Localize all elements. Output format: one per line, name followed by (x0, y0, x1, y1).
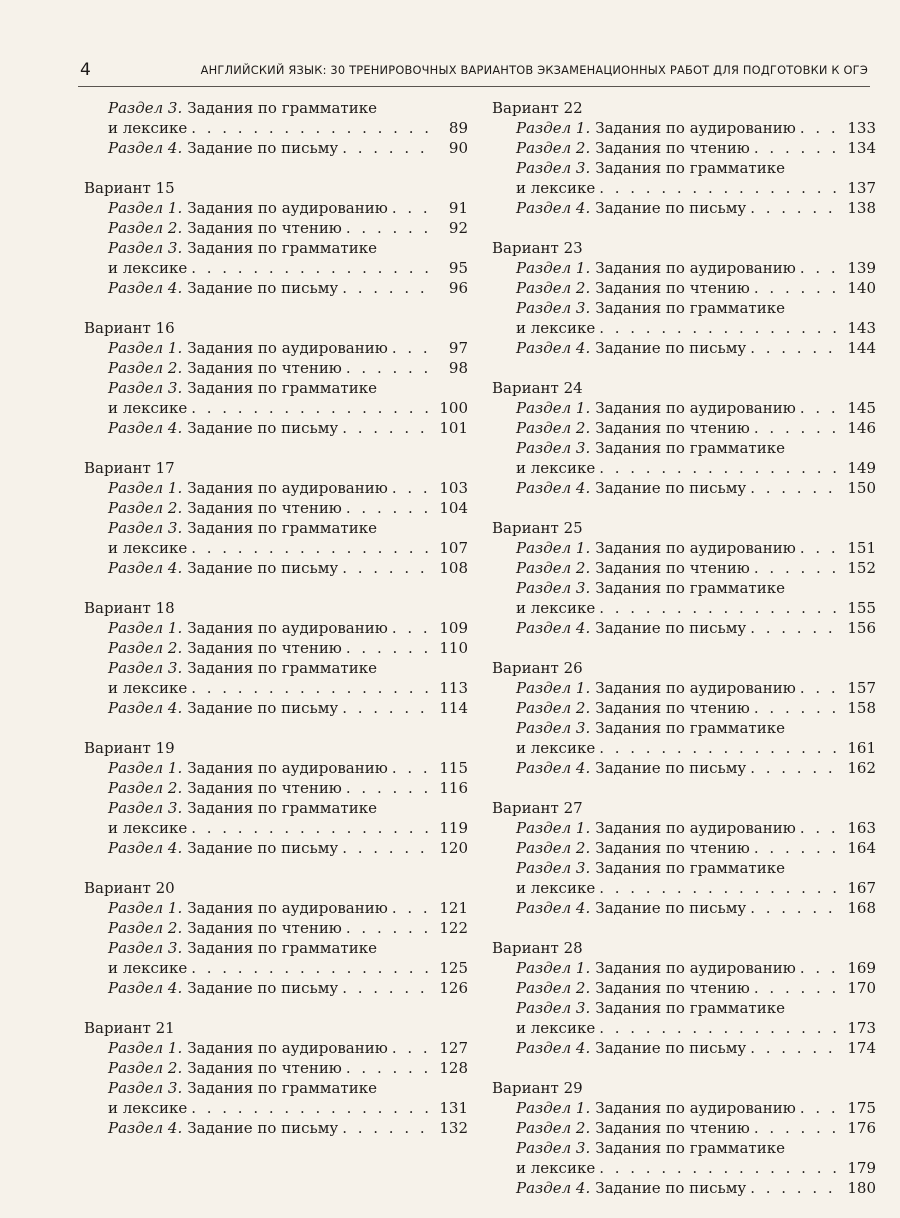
toc-page-number: 150 (847, 479, 876, 497)
toc-entry-s3-title: Раздел 3. Задания по грамматике (108, 799, 377, 817)
toc-entry-s2: Раздел 2. Задания по чтению . . . 146 (492, 418, 876, 438)
toc-entry-s3: и лексике . . . 131 (84, 1098, 468, 1118)
toc-page-number: 89 (448, 119, 468, 137)
toc-entry-s2: Раздел 2. Задания по чтению . . . 92 (84, 218, 468, 238)
variant-title: Вариант 18 (84, 599, 175, 617)
toc-page-number: 173 (847, 1019, 876, 1037)
variant-title: Вариант 29 (492, 1079, 583, 1097)
toc-entry-s2: Раздел 2. Задания по чтению . . . 176 (492, 1118, 876, 1138)
variant-title: Вариант 19 (84, 739, 175, 757)
toc-entry-s2: Раздел 2. Задания по чтению . . . 110 (84, 638, 468, 658)
toc-entry-s3: и лексике . . . 173 (492, 1018, 876, 1038)
toc-variant-19 (84, 738, 468, 858)
toc-entry-s1: Раздел 1. Задания по аудированию . . . 127 (84, 1038, 468, 1058)
page-header (78, 58, 870, 87)
toc-entry-s4: Раздел 4. Задание по письму . . . 144 (492, 338, 876, 358)
toc-entry-s3-title: Раздел 3. Задания по грамматике (516, 579, 785, 597)
toc-entry-s4: Раздел 4. Задание по письму . . . 180 (492, 1178, 876, 1198)
toc-page-number: 167 (847, 879, 876, 897)
toc-entry-s3-title: Раздел 3. Задания по грамматике (516, 1139, 785, 1157)
toc-page-number: 144 (847, 339, 876, 357)
toc-page-number: 175 (847, 1099, 876, 1117)
toc-page-number: 126 (439, 979, 468, 997)
toc-entry-s3: и лексике . . . 125 (84, 958, 468, 978)
toc-page-number: 95 (448, 259, 468, 277)
toc-entry-s1: Раздел 1. Задания по аудированию . . . 109 (84, 618, 468, 638)
toc-page-number: 110 (439, 639, 468, 657)
toc-page-number: 98 (448, 359, 468, 377)
toc-page-number: 121 (439, 899, 468, 917)
toc-entry-s3: и лексике . . . 107 (84, 538, 468, 558)
toc-page-number: 155 (847, 599, 876, 617)
toc-page-number: 169 (847, 959, 876, 977)
variant-title: Вариант 17 (84, 459, 175, 477)
toc-column-left (84, 98, 468, 1158)
toc-variant-27 (492, 798, 876, 918)
toc-entry-s4: Раздел 4. Задание по письму . . . 174 (492, 1038, 876, 1058)
toc-entry-s3-title: Раздел 3. Задания по грамматике (516, 719, 785, 737)
toc-page-number: 108 (439, 559, 468, 577)
toc-entry-s3: и лексике . . . 149 (492, 458, 876, 478)
toc-entry-s3-title: Раздел 3. Задания по грамматике (516, 299, 785, 317)
toc-entry-s4: Раздел 4. Задание по письму . . . 168 (492, 898, 876, 918)
toc-page-number: 120 (439, 839, 468, 857)
toc-entry-s1: Раздел 1. Задания по аудированию . . . 103 (84, 478, 468, 498)
toc-entry-s3: и лексике . . . 143 (492, 318, 876, 338)
toc-page-number: 131 (439, 1099, 468, 1117)
toc-page-number: 139 (847, 259, 876, 277)
toc-variant-22 (492, 98, 876, 218)
toc-entry-s3: и лексике . . . 161 (492, 738, 876, 758)
variant-title: Вариант 24 (492, 379, 583, 397)
toc-entry-s3: и лексике . . . 113 (84, 678, 468, 698)
toc-entry-s4: Раздел 4. Задание по письму . . . 126 (84, 978, 468, 998)
toc-variant-18 (84, 598, 468, 718)
toc-entry-s4: Раздел 4. Задание по письму . . . 150 (492, 478, 876, 498)
toc-entry-s3-title: Раздел 3. Задания по грамматике (108, 239, 377, 257)
toc-entry-s4: Раздел 4. Задание по письму . . . 96 (84, 278, 468, 298)
toc-entry-s2: Раздел 2. Задания по чтению . . . 152 (492, 558, 876, 578)
toc-variant-17 (84, 458, 468, 578)
toc-entry-s3-title: Раздел 3. Задания по грамматике (108, 519, 377, 537)
toc-entry-s4: Раздел 4. Задание по письму . . . 101 (84, 418, 468, 438)
toc-entry-s2: Раздел 2. Задания по чтению . . . 170 (492, 978, 876, 998)
toc-page-number: 92 (448, 219, 468, 237)
toc-page-number: 122 (439, 919, 468, 937)
variant-title: Вариант 16 (84, 319, 175, 337)
toc-variant-15 (84, 178, 468, 298)
toc-page-number: 158 (847, 699, 876, 717)
toc-variant-28 (492, 938, 876, 1058)
toc-entry-s3: и лексике . . . 137 (492, 178, 876, 198)
toc-page-number: 114 (439, 699, 468, 717)
toc-entry-s2: Раздел 2. Задания по чтению . . . 164 (492, 838, 876, 858)
toc-page-number: 134 (847, 139, 876, 157)
toc-page-number: 90 (448, 139, 468, 157)
toc-page-number: 127 (439, 1039, 468, 1057)
toc-entry-s3: и лексике . . . 89 (84, 118, 468, 138)
toc-entry-s2: Раздел 2. Задания по чтению . . . 104 (84, 498, 468, 518)
toc-entry-s1: Раздел 1. Задания по аудированию . . . 145 (492, 398, 876, 418)
toc-page-number: 146 (847, 419, 876, 437)
toc-page-number: 132 (439, 1119, 468, 1137)
toc-page-number: 104 (439, 499, 468, 517)
toc-variant-21 (84, 1018, 468, 1138)
toc-entry-s3-title: Раздел 3. Задания по грамматике (108, 99, 377, 117)
toc-variant-20 (84, 878, 468, 998)
toc-entry-s3: и лексике . . . 167 (492, 878, 876, 898)
toc-page-number: 168 (847, 899, 876, 917)
toc-page-number: 151 (847, 539, 876, 557)
toc-entry-s3: и лексике . . . 95 (84, 258, 468, 278)
toc-page-number: 180 (847, 1179, 876, 1197)
toc-page-number: 170 (847, 979, 876, 997)
toc-entry-s2: Раздел 2. Задания по чтению . . . 98 (84, 358, 468, 378)
toc-variant-23 (492, 238, 876, 358)
toc-entry-s1: Раздел 1. Задания по аудированию . . . 91 (84, 198, 468, 218)
toc-page-number: 176 (847, 1119, 876, 1137)
toc-entry-s3: и лексике . . . 179 (492, 1158, 876, 1178)
toc-entry-s2: Раздел 2. Задания по чтению . . . 134 (492, 138, 876, 158)
toc-entry-s4: Раздел 4. Задание по письму . . . 120 (84, 838, 468, 858)
toc-variant-26 (492, 658, 876, 778)
toc-page-number: 143 (847, 319, 876, 337)
page-number: 4 (80, 60, 91, 80)
toc-page-number: 119 (439, 819, 468, 837)
toc-page-number: 149 (847, 459, 876, 477)
toc-entry-s1: Раздел 1. Задания по аудированию . . . 157 (492, 678, 876, 698)
toc-entry-s1: Раздел 1. Задания по аудированию . . . 133 (492, 118, 876, 138)
variant-title: Вариант 20 (84, 879, 175, 897)
toc-entry-s2: Раздел 2. Задания по чтению . . . 122 (84, 918, 468, 938)
toc-page-number: 96 (448, 279, 468, 297)
toc-page-number: 174 (847, 1039, 876, 1057)
toc-entry-s1: Раздел 1. Задания по аудированию . . . 139 (492, 258, 876, 278)
toc-page-number: 163 (847, 819, 876, 837)
toc-entry-s3-title: Раздел 3. Задания по грамматике (516, 159, 785, 177)
toc-entry-s2: Раздел 2. Задания по чтению . . . 128 (84, 1058, 468, 1078)
toc-entry-s4: Раздел 4. Задание по письму . . . 156 (492, 618, 876, 638)
toc-entry-s3-title: Раздел 3. Задания по грамматике (516, 439, 785, 457)
toc-entry-s4: Раздел 4. Задание по письму . . . 108 (84, 558, 468, 578)
toc-entry-s1: Раздел 1. Задания по аудированию . . . 115 (84, 758, 468, 778)
variant-title: Вариант 22 (492, 99, 583, 117)
toc-page-number: 125 (439, 959, 468, 977)
running-title: АНГЛИЙСКИЙ ЯЗЫК: 30 ТРЕНИРОВОЧНЫХ ВАРИАНТОВ ЭКЗАМЕНАЦИОННЫХ РАБОТ ДЛЯ ПОДГОТОВКИ К ОГЭ (200, 63, 868, 77)
toc-entry-s1: Раздел 1. Задания по аудированию . . . 175 (492, 1098, 876, 1118)
variant-title: Вариант 25 (492, 519, 583, 537)
toc-variant-24 (492, 378, 876, 498)
toc-entry-s3-title: Раздел 3. Задания по грамматике (108, 659, 377, 677)
variant-title: Вариант 26 (492, 659, 583, 677)
toc-page-number: 97 (448, 339, 468, 357)
toc-page-number: 115 (439, 759, 468, 777)
toc-entry-s2: Раздел 2. Задания по чтению . . . 116 (84, 778, 468, 798)
toc-page-number: 107 (439, 539, 468, 557)
toc-page-number: 113 (439, 679, 468, 697)
toc-entry-s3-title: Раздел 3. Задания по грамматике (516, 859, 785, 877)
toc-page-number: 101 (439, 419, 468, 437)
toc-entry-s4: Раздел 4. Задание по письму . . . 162 (492, 758, 876, 778)
toc-entry-s4: Раздел 4. Задание по письму . . . 114 (84, 698, 468, 718)
toc-entry-s3-title: Раздел 3. Задания по грамматике (516, 999, 785, 1017)
variant-title: Вариант 21 (84, 1019, 175, 1037)
toc-page-number: 164 (847, 839, 876, 857)
toc-continuation (84, 98, 468, 158)
toc-page-number: 137 (847, 179, 876, 197)
toc-entry-s1: Раздел 1. Задания по аудированию . . . 163 (492, 818, 876, 838)
toc-page-number: 156 (847, 619, 876, 637)
toc-page-number: 162 (847, 759, 876, 777)
variant-title: Вариант 15 (84, 179, 175, 197)
toc-entry-s3-title: Раздел 3. Задания по грамматике (108, 1079, 377, 1097)
toc-page-number: 116 (439, 779, 468, 797)
toc-entry-s3: и лексике . . . 155 (492, 598, 876, 618)
toc-entry-s3-title: Раздел 3. Задания по грамматике (108, 379, 377, 397)
toc-page-number: 161 (847, 739, 876, 757)
toc-entry-s1: Раздел 1. Задания по аудированию . . . 97 (84, 338, 468, 358)
toc-variant-29 (492, 1078, 876, 1198)
toc-page-number: 138 (847, 199, 876, 217)
toc-page-number: 140 (847, 279, 876, 297)
toc-column-right (492, 98, 876, 1218)
toc-page-number: 128 (439, 1059, 468, 1077)
toc-entry-s1: Раздел 1. Задания по аудированию . . . 121 (84, 898, 468, 918)
variant-title: Вариант 23 (492, 239, 583, 257)
toc-entry-s3-title: Раздел 3. Задания по грамматике (108, 939, 377, 957)
toc-entry-s1: Раздел 1. Задания по аудированию . . . 169 (492, 958, 876, 978)
toc-entry-s2: Раздел 2. Задания по чтению . . . 158 (492, 698, 876, 718)
toc-page-number: 109 (439, 619, 468, 637)
variant-title: Вариант 28 (492, 939, 583, 957)
toc-entry-s3: и лексике . . . 100 (84, 398, 468, 418)
toc-page-number: 152 (847, 559, 876, 577)
toc-page-number: 91 (448, 199, 468, 217)
toc-entry-s3: и лексике . . . 119 (84, 818, 468, 838)
toc-page-number: 157 (847, 679, 876, 697)
toc-page-number: 103 (439, 479, 468, 497)
variant-title: Вариант 27 (492, 799, 583, 817)
toc-entry-s4: Раздел 4. Задание по письму . . . 132 (84, 1118, 468, 1138)
toc-page-number: 179 (847, 1159, 876, 1177)
toc-page-number: 133 (847, 119, 876, 137)
toc-entry-s1: Раздел 1. Задания по аудированию . . . 151 (492, 538, 876, 558)
toc-variant-25 (492, 518, 876, 638)
toc-entry-s4: Раздел 4. Задание по письму . . . 90 (84, 138, 468, 158)
toc-entry-s4: Раздел 4. Задание по письму . . . 138 (492, 198, 876, 218)
toc-page-number: 145 (847, 399, 876, 417)
toc-page-number: 100 (439, 399, 468, 417)
toc-entry-s2: Раздел 2. Задания по чтению . . . 140 (492, 278, 876, 298)
toc-variant-16 (84, 318, 468, 438)
